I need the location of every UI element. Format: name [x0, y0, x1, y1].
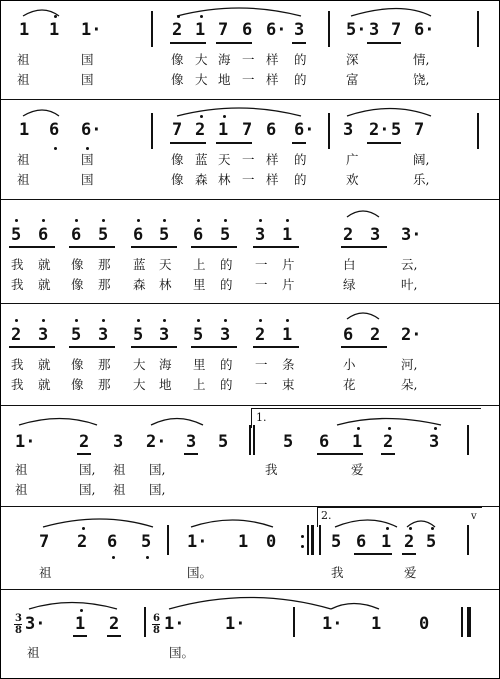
- lyric: 深: [346, 52, 359, 67]
- note: 5·: [346, 20, 367, 40]
- lyric: 里: [193, 277, 206, 292]
- note: 3·: [401, 225, 422, 245]
- lyric: 祖: [113, 462, 126, 477]
- note: 6: [319, 432, 330, 452]
- note: 1·: [15, 432, 36, 452]
- note: 5: [141, 532, 152, 552]
- lyric: 朵,: [401, 377, 418, 392]
- lyric: 森: [133, 277, 146, 292]
- lyric: 那: [98, 377, 111, 392]
- lyric: 国: [81, 152, 94, 167]
- slurs-layer: [1, 1, 500, 679]
- slur: [407, 521, 435, 527]
- lyric: 蓝: [133, 257, 146, 272]
- note: 3: [370, 225, 381, 245]
- lyric: 海: [159, 357, 172, 372]
- lyric: 国,: [149, 482, 166, 497]
- note: 1: [75, 614, 86, 634]
- note: 7: [391, 20, 402, 40]
- lyric: 我: [11, 277, 24, 292]
- lyric: 白: [343, 257, 356, 272]
- lyric: 饶,: [413, 72, 430, 87]
- note: 1·: [81, 20, 102, 40]
- lyric: 国。: [169, 645, 195, 660]
- note: 1: [238, 532, 249, 552]
- slur: [151, 419, 203, 426]
- lyric: 大: [133, 357, 146, 372]
- volta-label: 1.: [256, 411, 267, 424]
- lyric: 我: [11, 357, 24, 372]
- time-signature-bottom: 8: [153, 625, 160, 636]
- note: 5: [98, 225, 109, 245]
- lyric: 里: [193, 357, 206, 372]
- lyric: 祖: [15, 462, 28, 477]
- slur: [331, 604, 379, 610]
- lyric: 情,: [413, 52, 430, 67]
- note: 6·: [266, 20, 287, 40]
- lyric: 国,: [79, 482, 96, 497]
- note: 3: [98, 325, 109, 345]
- slur: [19, 419, 97, 426]
- slur: [347, 109, 431, 117]
- note: 5: [220, 225, 231, 245]
- note: 1·: [187, 532, 208, 552]
- lyric: 像: [171, 52, 184, 67]
- note: 2: [195, 120, 206, 140]
- lyric: 祖: [17, 152, 30, 167]
- lyric: 富: [346, 72, 359, 87]
- note: 6: [107, 532, 118, 552]
- note: 6: [343, 325, 354, 345]
- lyric: 像: [71, 357, 84, 372]
- lyric: 就: [38, 357, 51, 372]
- note: 6·: [81, 120, 102, 140]
- volta-label: 2.: [321, 509, 332, 522]
- note: 2: [255, 325, 266, 345]
- lyric: 像: [171, 152, 184, 167]
- note: 3: [220, 325, 231, 345]
- lyric: 海: [218, 52, 231, 67]
- lyric: 像: [71, 277, 84, 292]
- lyric: 我: [331, 565, 344, 580]
- note: 2: [109, 614, 120, 634]
- slur: [347, 313, 379, 319]
- lyric: 一: [255, 257, 268, 272]
- lyric: 像: [171, 172, 184, 187]
- lyric: 乐,: [413, 172, 430, 187]
- note: 3: [38, 325, 49, 345]
- lyric: 的: [220, 357, 233, 372]
- note: 7: [172, 120, 183, 140]
- lyric: 那: [98, 277, 111, 292]
- lyric: 国: [81, 52, 94, 67]
- note: 6: [133, 225, 144, 245]
- lyric: 云,: [401, 257, 418, 272]
- lyric: 国,: [149, 462, 166, 477]
- note: 3: [113, 432, 124, 452]
- note: 3: [294, 20, 305, 40]
- note: 1: [352, 432, 363, 452]
- note: 2·: [146, 432, 167, 452]
- corner-mark: v: [471, 511, 477, 522]
- note: 7: [242, 120, 253, 140]
- lyric: 祖: [17, 172, 30, 187]
- lyric: 我: [11, 377, 24, 392]
- note: 2: [11, 325, 22, 345]
- lyric: 国。: [187, 565, 213, 580]
- note: 1: [218, 120, 229, 140]
- note: 6: [356, 532, 367, 552]
- lyric: 一: [255, 277, 268, 292]
- lyric: 祖: [27, 645, 40, 660]
- note: 7: [39, 532, 50, 552]
- slur: [177, 8, 301, 16]
- lyric: 地: [159, 377, 172, 392]
- lyric: 像: [171, 72, 184, 87]
- slur: [169, 598, 331, 610]
- lyric: 就: [38, 377, 51, 392]
- lyric: 花: [343, 377, 356, 392]
- lyric: 我: [265, 462, 278, 477]
- slur: [23, 110, 59, 116]
- lyric: 欢: [346, 172, 359, 187]
- note: 6: [49, 120, 60, 140]
- lyric: 大: [133, 377, 146, 392]
- note: 2: [79, 432, 90, 452]
- note: 5: [331, 532, 342, 552]
- lyric: 森: [195, 172, 208, 187]
- lyric: 的: [220, 277, 233, 292]
- slur: [43, 519, 153, 527]
- lyric: 大: [195, 72, 208, 87]
- lyric: 一: [255, 357, 268, 372]
- lyric: 小: [343, 357, 356, 372]
- note: 3: [159, 325, 170, 345]
- note: 1·: [164, 614, 185, 634]
- slur: [351, 9, 431, 17]
- slur: [347, 211, 379, 217]
- note: 6: [242, 20, 253, 40]
- lyric: 样: [266, 172, 279, 187]
- lyric: 地: [218, 72, 231, 87]
- lyric: 天: [218, 152, 231, 167]
- note: 5: [391, 120, 402, 140]
- slur: [337, 419, 441, 426]
- lyric: 片: [282, 257, 295, 272]
- lyric: 蓝: [195, 152, 208, 167]
- lyric: 的: [294, 52, 307, 67]
- lyric: 条: [282, 357, 295, 372]
- note: 2: [172, 20, 183, 40]
- note: 3: [429, 432, 440, 452]
- lyric: 绿: [343, 277, 356, 292]
- slur: [335, 520, 397, 527]
- lyric: 就: [38, 257, 51, 272]
- note: 3: [369, 20, 380, 40]
- lyric: 林: [218, 172, 231, 187]
- lyric: 爱: [351, 462, 364, 477]
- time-signature-top: 6: [153, 613, 160, 624]
- note: 6: [193, 225, 204, 245]
- lyric: 祖: [17, 72, 30, 87]
- note: 2·: [401, 325, 422, 345]
- lyric: 爱: [404, 565, 417, 580]
- note: 3·: [25, 614, 46, 634]
- lyric: 片: [282, 277, 295, 292]
- lyric: 那: [98, 357, 111, 372]
- lyric: 祖: [17, 52, 30, 67]
- note: 1: [371, 614, 382, 634]
- note: 5: [283, 432, 294, 452]
- lyric: 林: [159, 277, 172, 292]
- lyric: 样: [266, 52, 279, 67]
- lyric: 祖: [113, 482, 126, 497]
- note: 1: [282, 325, 293, 345]
- lyric: 的: [294, 172, 307, 187]
- lyric: 的: [294, 72, 307, 87]
- note: 6: [38, 225, 49, 245]
- lyric: 我: [11, 257, 24, 272]
- note: 5: [218, 432, 229, 452]
- note: 1: [19, 120, 30, 140]
- time-signature-bottom: 8: [15, 625, 22, 636]
- lyric: 叶,: [401, 277, 418, 292]
- note: 7: [218, 20, 229, 40]
- slur: [191, 520, 273, 527]
- lyric: 阔,: [413, 152, 430, 167]
- lyric: 一: [242, 72, 255, 87]
- slur: [177, 108, 301, 116]
- note: 3: [186, 432, 197, 452]
- note: 5: [159, 225, 170, 245]
- note: 1: [49, 20, 60, 40]
- note: 5: [193, 325, 204, 345]
- lyric: 祖: [39, 565, 52, 580]
- lyric: 样: [266, 152, 279, 167]
- note: 6: [266, 120, 277, 140]
- time-signature-top: 3: [15, 613, 22, 624]
- lyric: 的: [294, 152, 307, 167]
- note: 2·: [369, 120, 390, 140]
- note: 1: [381, 532, 392, 552]
- note: 2: [343, 225, 354, 245]
- lyric: 一: [242, 52, 255, 67]
- note: 2: [370, 325, 381, 345]
- lyric: 祖: [15, 482, 28, 497]
- lyric: 国: [81, 72, 94, 87]
- note: 3: [343, 120, 354, 140]
- note: 6: [71, 225, 82, 245]
- lyric: 一: [242, 152, 255, 167]
- lyric: 那: [98, 257, 111, 272]
- note: 1: [19, 20, 30, 40]
- lyric: 大: [195, 52, 208, 67]
- lyric: 天: [159, 257, 172, 272]
- note: 5: [11, 225, 22, 245]
- lyric: 上: [193, 377, 206, 392]
- note: 7: [414, 120, 425, 140]
- lyric: 河,: [401, 357, 418, 372]
- lyric: 的: [220, 257, 233, 272]
- lyric: 束: [282, 377, 295, 392]
- lyric: 国: [81, 172, 94, 187]
- note: 1·: [225, 614, 246, 634]
- note: 0: [266, 532, 277, 552]
- note: 1·: [322, 614, 343, 634]
- lyric: 像: [71, 257, 84, 272]
- lyric: 广: [346, 152, 359, 167]
- lyric: 就: [38, 277, 51, 292]
- note: 1: [282, 225, 293, 245]
- note: 5: [426, 532, 437, 552]
- note: 6·: [414, 20, 435, 40]
- note: 5: [71, 325, 82, 345]
- lyric: 的: [220, 377, 233, 392]
- note: 6·: [294, 120, 315, 140]
- note: 2: [383, 432, 394, 452]
- lyric: 样: [266, 72, 279, 87]
- note: 2: [404, 532, 415, 552]
- note: 2: [77, 532, 88, 552]
- note: 3: [255, 225, 266, 245]
- note: 5: [133, 325, 144, 345]
- note: 0: [419, 614, 430, 634]
- lyric: 一: [242, 172, 255, 187]
- slur: [29, 603, 117, 610]
- lyric: 上: [193, 257, 206, 272]
- note: 1: [195, 20, 206, 40]
- lyric: 一: [255, 377, 268, 392]
- slur: [23, 10, 59, 16]
- lyric: 像: [71, 377, 84, 392]
- lyric: 国,: [79, 462, 96, 477]
